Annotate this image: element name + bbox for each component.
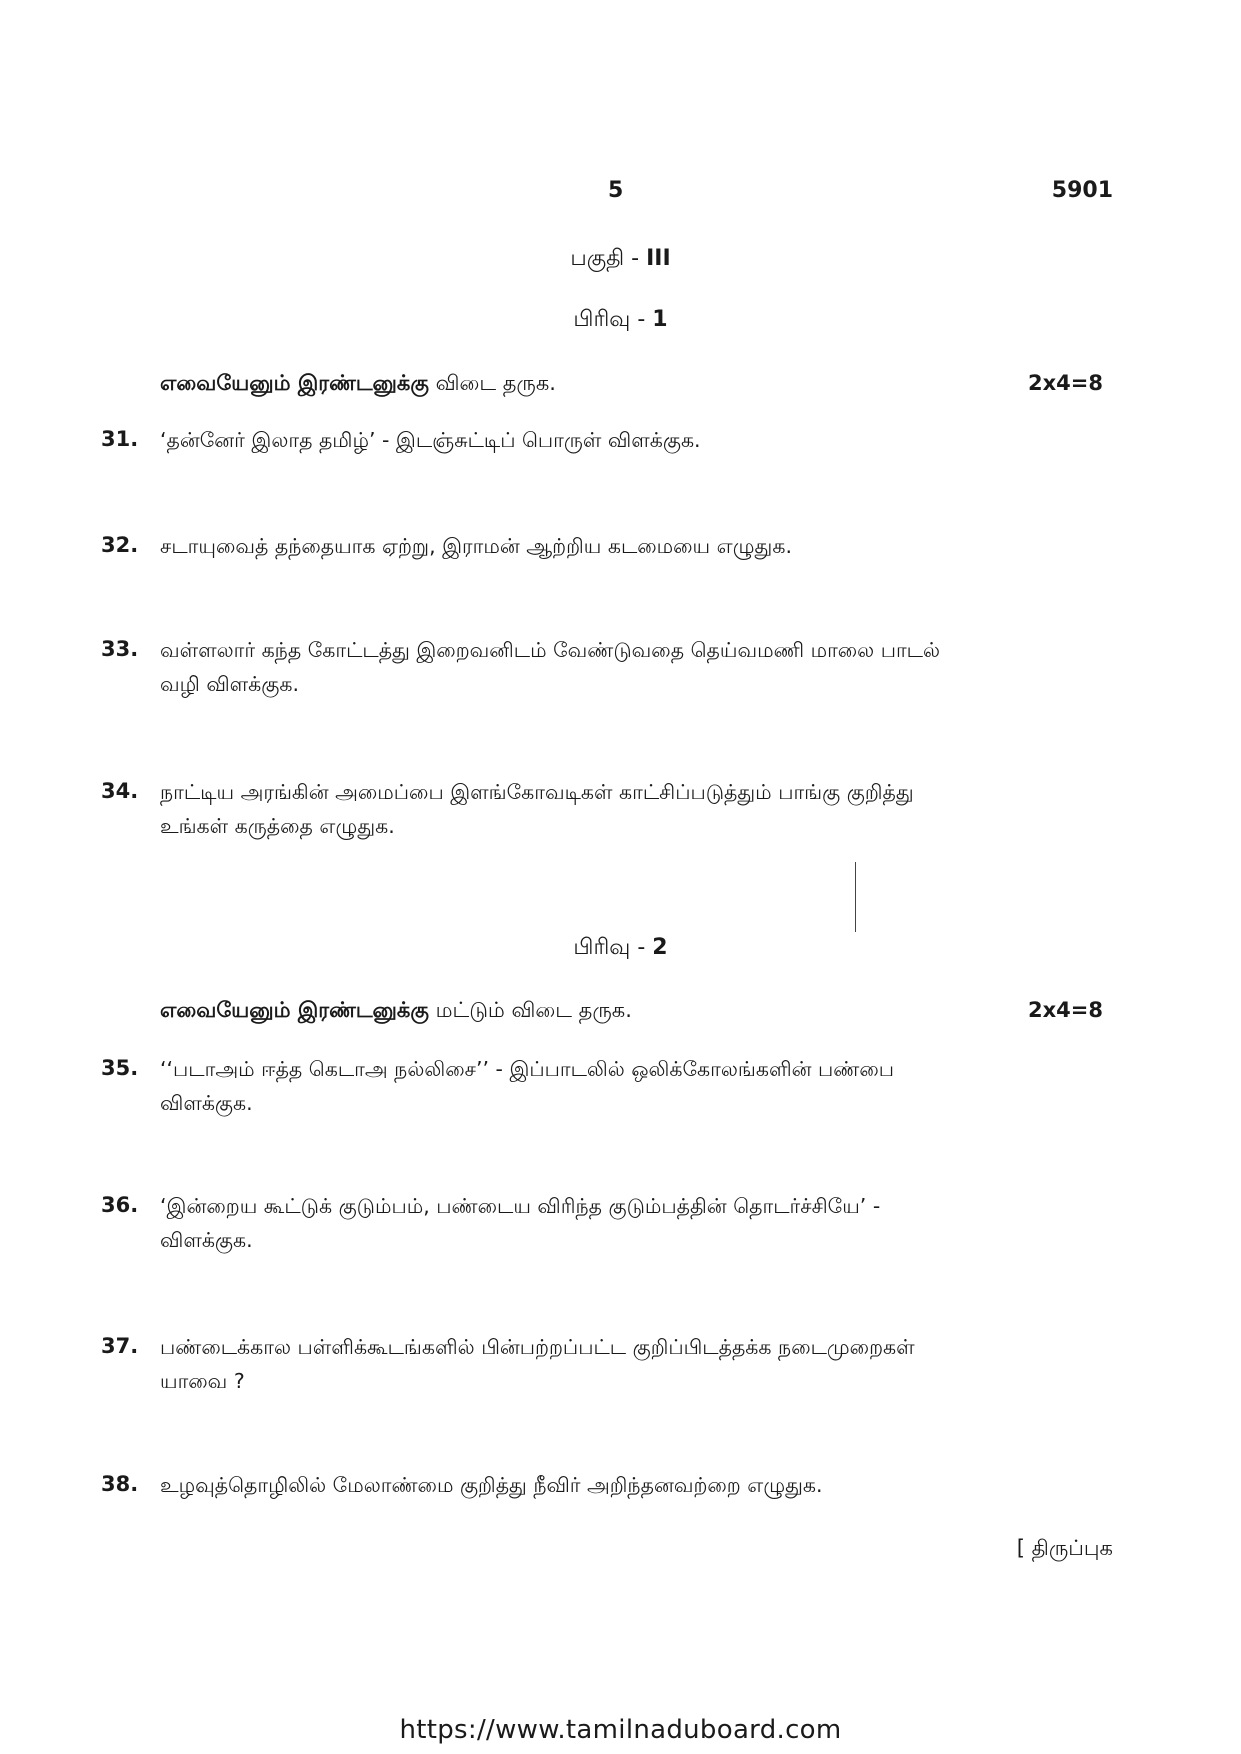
- section1-instruction-bold: எவையேனும் இரண்டனுக்கு: [160, 371, 429, 395]
- question-text: [160, 1468, 1090, 1502]
- section2-label: பிரிவு: [573, 935, 631, 960]
- footer-url[interactable]: https://www.tamilnaduboard.com: [399, 1715, 842, 1745]
- part-dash: -: [631, 246, 647, 271]
- question-line: உங்கள் கருத்தை எழுதுக.: [160, 814, 395, 838]
- question-number: 31.: [101, 427, 139, 451]
- section2-number: 2: [652, 935, 668, 960]
- paper-code: 5901: [1051, 178, 1113, 203]
- section2-instruction-rest: மட்டும் விடை தருக.: [435, 998, 632, 1022]
- section1-marks: 2x4=8: [1028, 371, 1103, 395]
- section2-instruction-bold: எவையேனும் இரண்டனுக்கு: [160, 998, 429, 1022]
- page-number: 5: [608, 178, 624, 203]
- question-line: ‘‘படாஅம் ஈத்த கெடாஅ நல்லிசை’’ - இப்பாடலில் ஒலிக்கோலங்களின் பண்பை: [160, 1057, 895, 1081]
- question-line: வழி விளக்குக.: [160, 672, 299, 696]
- part-roman: III: [646, 246, 671, 271]
- question-line: வள்ளலார் கந்த கோட்டத்து இறைவனிடம் வேண்டுவதை தெய்வமணி மாலை பாடல்: [160, 638, 941, 662]
- question-line: ‘தன்னேர் இலாத தமிழ்’ - இடஞ்சுட்டிப் பொருள் விளக்குக.: [160, 428, 701, 452]
- question-line: ‘இன்றைய கூட்டுக் குடும்பம், பண்டைய விரிந்த குடும்பத்தின் தொடர்ச்சியே’ -: [160, 1194, 881, 1218]
- question-line: நாட்டிய அரங்கின் அமைப்பை இளங்கோவடிகள் காட்சிப்படுத்தும் பாங்கு குறித்து: [160, 780, 914, 804]
- part-title: [0, 246, 1241, 274]
- question-line: விளக்குக.: [160, 1228, 253, 1252]
- question-line: யாவை ?: [160, 1369, 245, 1393]
- question-line: உழவுத்தொழிலில் மேலாண்மை குறித்து நீவிர் அறிந்தனவற்றை எழுதுக.: [160, 1473, 823, 1497]
- scan-mark-line: [855, 862, 856, 932]
- question-text: [160, 633, 1090, 701]
- section2-instruction: [160, 998, 632, 1025]
- question-number: 38.: [101, 1472, 139, 1496]
- question-number: 37.: [101, 1334, 139, 1358]
- question-line: சடாயுவைத் தந்தையாக ஏற்று, இராமன் ஆற்றிய கடமையை எழுதுக.: [160, 534, 792, 558]
- question-number: 36.: [101, 1193, 139, 1217]
- section1-title: [0, 307, 1241, 335]
- section2-marks: 2x4=8: [1028, 998, 1103, 1022]
- question-number: 33.: [101, 637, 139, 661]
- turn-over-note: [ திருப்புக: [1016, 1536, 1113, 1560]
- question-line: பண்டைக்கால பள்ளிக்கூடங்களில் பின்பற்றப்பட்ட குறிப்பிடத்தக்க நடைமுறைகள்: [160, 1335, 915, 1359]
- question-text: [160, 423, 1090, 457]
- question-text: [160, 775, 1090, 843]
- section1-instruction: [160, 371, 556, 398]
- question-number: 34.: [101, 779, 139, 803]
- question-number: 32.: [101, 533, 139, 557]
- section2-title: [0, 935, 1241, 963]
- section1-instruction-rest: விடை தருக.: [435, 371, 556, 395]
- question-text: [160, 1330, 1090, 1398]
- section1-label: பிரிவு: [573, 307, 631, 332]
- question-text: [160, 529, 1090, 563]
- question-number: 35.: [101, 1056, 139, 1080]
- section1-number: 1: [652, 307, 668, 332]
- question-text: [160, 1052, 1090, 1120]
- part-label: பகுதி: [570, 246, 625, 271]
- question-line: விளக்குக.: [160, 1091, 253, 1115]
- section1-dash: -: [637, 307, 653, 332]
- section2-dash: -: [637, 935, 653, 960]
- question-text: [160, 1189, 1090, 1257]
